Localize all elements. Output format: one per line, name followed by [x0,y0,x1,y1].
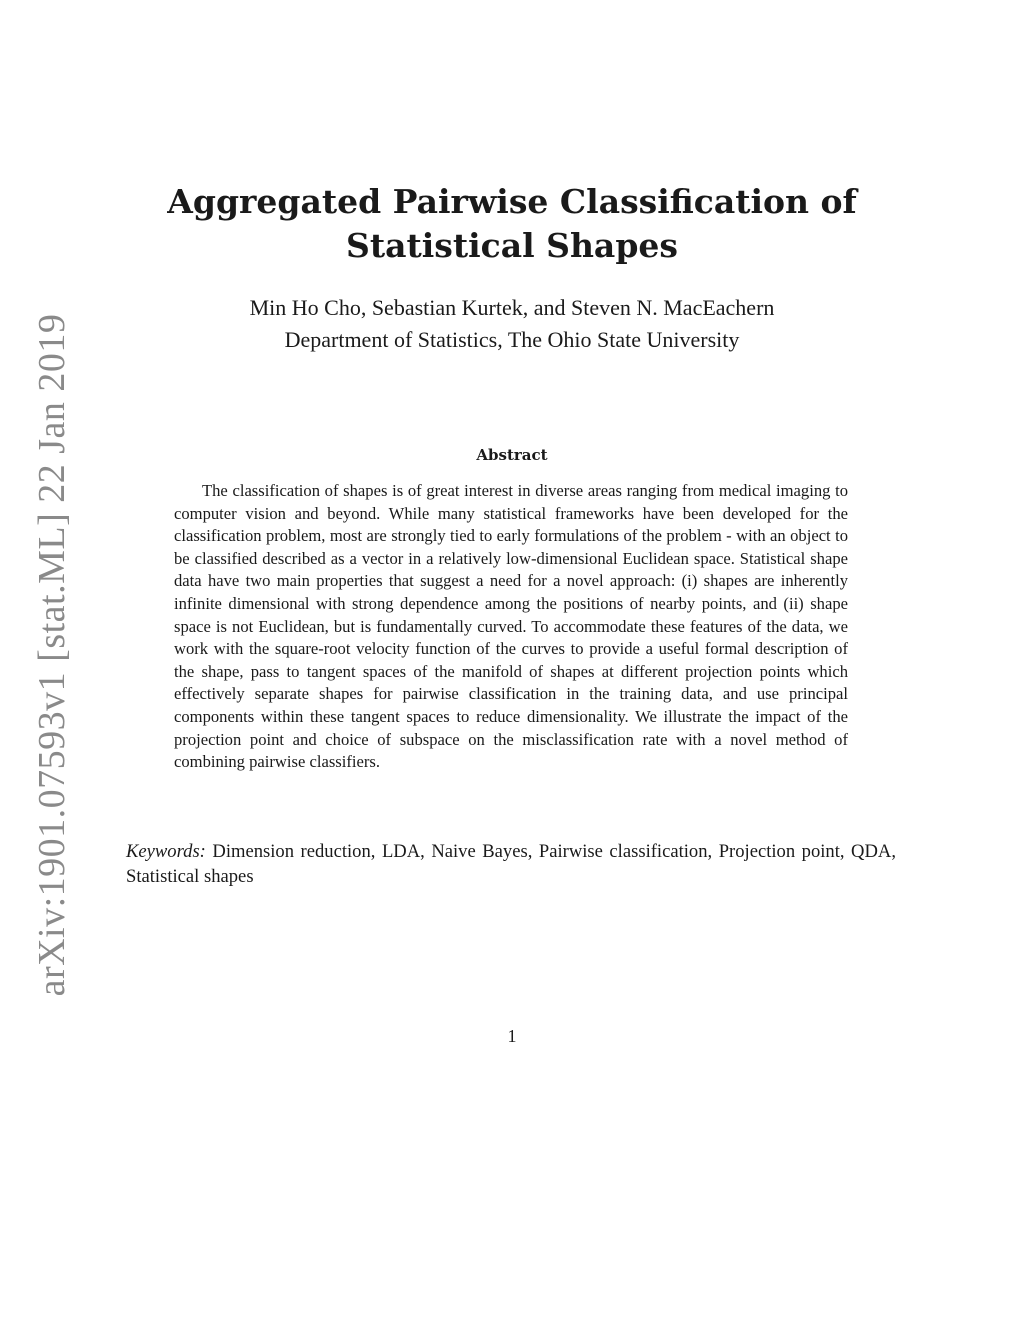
author-names: Min Ho Cho, Sebastian Kurtek, and Steven N. MacEachern [249,295,775,320]
abstract-heading: Abstract [476,446,548,464]
title-line-1: Aggregated Pairwise Classification of [167,182,857,221]
title-line-2: Statistical Shapes [346,226,678,265]
keywords-label: Keywords: [126,841,206,862]
paper-title [150,180,874,268]
keywords-text: Dimension reduction, LDA, Naive Bayes, Pairwise classification, Projection point, QDA, Statistical shapes [126,841,896,887]
page-number: 1 [507,1026,517,1046]
abstract-text: The classification of shapes is of great interest in diverse areas ranging from medical imaging to computer vision and beyond. While many statistical frameworks have been developed for the classification problem, most are strongly tied to early formulations of the problem - with an object to be classified described as a vector in a relatively low-dimensional Euclidean space. Statistical shape data have two main properties that suggest a need for a novel approach: (i) shapes are inherently infinite dimensional with strong dependence among the positions of nearby points, and (ii) shape space is not Euclidean, but is fundamentally curved. To accommodate these features of the data, we work with the square-root velocity function of the curves to provide a useful formal description of the shape, pass to tangent spaces of the manifold of shapes at different projection points which effectively separate shapes for pairwise classification in the training data, and use principal components within these tangent spaces to reduce dimensionality. We illustrate the impact of the projection point and choice of subspace on the misclassification rate with a novel method of combining pairwise classifiers. [174,481,848,772]
keywords-section [126,839,896,889]
author-block [150,292,874,356]
author-affiliation: Department of Statistics, The Ohio State University [284,327,740,352]
arxiv-identifier: arXiv:1901.07593v1 [stat.ML] 22 Jan 2019 [31,313,73,997]
